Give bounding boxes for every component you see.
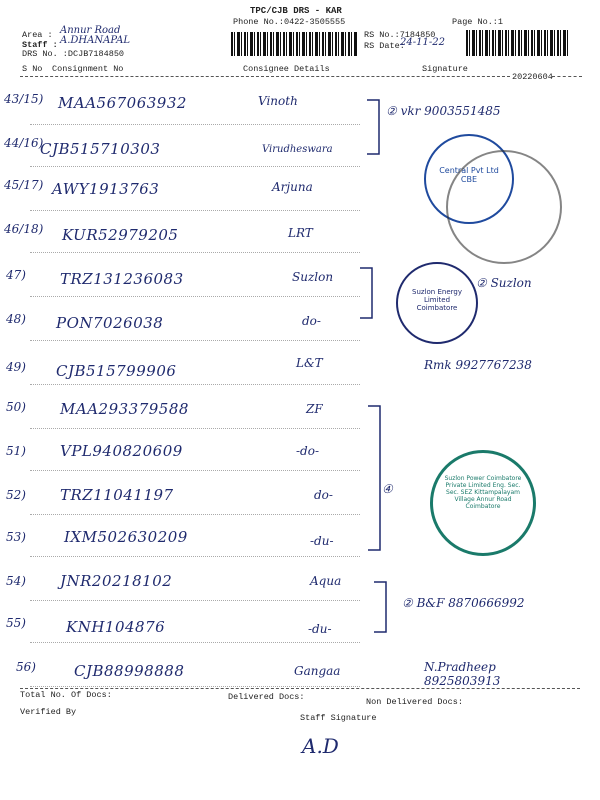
signature-single: Rmk 9927767238 <box>424 358 532 372</box>
row-divider <box>30 384 360 385</box>
table-row <box>0 396 600 436</box>
rs-number: RS No.:7184850 <box>364 30 436 40</box>
row-divider <box>30 124 360 125</box>
signature-group-2: ② Suzlon <box>476 276 532 290</box>
row-sno: 45/17) <box>4 178 44 192</box>
row-divider <box>30 296 360 297</box>
row-consignee: ZF <box>306 402 323 416</box>
page-number: Page No.:1 <box>452 17 504 27</box>
stamp-2-text: Suzlon Energy Limited Coimbatore <box>412 288 462 312</box>
row-consignee: do- <box>302 314 321 328</box>
row-sno: 48) <box>6 312 26 326</box>
signature-last: N.Pradheep 8925803913 <box>424 660 501 688</box>
row-sno: 50) <box>6 400 26 414</box>
col-consignee: Consignee Details <box>243 64 330 74</box>
bracket-group-1 <box>365 98 385 158</box>
row-consignment: CJB88998888 <box>74 662 185 680</box>
row-sno: 52) <box>6 488 26 502</box>
row-divider <box>30 642 360 643</box>
verified-by-label: Verified By <box>20 707 77 717</box>
row-sno: 53) <box>6 530 26 544</box>
row-sno: 54) <box>6 574 26 588</box>
row-sno: 51) <box>6 444 26 458</box>
bracket-group-3 <box>366 404 386 554</box>
barcode-image <box>231 32 358 56</box>
row-consignment: JNR20218102 <box>60 572 173 590</box>
barcode-image-2 <box>466 30 570 56</box>
row-consignment: MAA567063932 <box>58 94 187 112</box>
delivered-docs-label: Delivered Docs: <box>228 692 305 702</box>
phone-number: Phone No.:0422-3505555 <box>233 17 346 27</box>
rs-date-label: RS Date: <box>364 41 405 51</box>
row-sno: 55) <box>6 616 26 630</box>
area-label: Area : <box>22 30 53 40</box>
row-consignment: TRZ131236083 <box>60 270 184 288</box>
rs-date-value: 24-11-22 <box>400 37 445 48</box>
drs-number: DRS No. :DCJB7184850 <box>22 49 125 59</box>
col-signature: Signature <box>422 64 468 74</box>
signature-group-1: ② vkr 9003551485 <box>386 104 501 118</box>
row-sno: 46/18) <box>4 222 44 236</box>
staff-label: Staff : <box>22 40 58 50</box>
area-value: Annur Road <box>60 25 121 36</box>
company-stamp-3 <box>430 450 536 556</box>
company-stamp-2 <box>396 262 478 344</box>
table-row <box>0 88 600 128</box>
row-sno: 44/16) <box>4 136 44 150</box>
row-consignee: Aqua <box>310 574 342 588</box>
row-divider <box>30 514 360 515</box>
signature-group-3: ④ <box>382 482 393 496</box>
row-consignee: -du- <box>308 622 332 636</box>
staff-signature: A.D <box>302 734 339 758</box>
row-consignee: -do- <box>296 444 320 458</box>
col-sno: S No <box>22 64 43 74</box>
row-consignee: L&T <box>296 356 323 370</box>
footer-divider <box>20 688 580 689</box>
row-consignee: do- <box>314 488 333 502</box>
form-title: TPC/CJB DRS - KAR <box>250 6 342 16</box>
stamp-1-text: Central Pvt Ltd CBE <box>439 166 499 184</box>
row-consignment: AWY1913763 <box>52 180 160 198</box>
row-consignment: TRZ11041197 <box>60 486 174 504</box>
staff-value: A.DHANAPAL <box>60 35 131 46</box>
row-consignee: LRT <box>288 226 313 240</box>
row-consignee: Suzlon <box>292 270 334 284</box>
form-code: 20220604 <box>512 72 553 82</box>
row-consignment: CJB515799906 <box>56 362 177 380</box>
row-sno: 49) <box>6 360 26 374</box>
row-divider <box>30 210 360 211</box>
row-divider <box>30 340 360 341</box>
signature-group-4: ② B&F 8870666992 <box>402 596 525 610</box>
row-divider <box>30 252 360 253</box>
row-consignment: IXM502630209 <box>64 528 188 546</box>
row-divider <box>30 686 360 687</box>
non-delivered-docs-label: Non Delivered Docs: <box>366 697 463 707</box>
row-sno: 56) <box>16 660 36 674</box>
row-divider <box>30 428 360 429</box>
row-sno: 47) <box>6 268 26 282</box>
row-divider <box>30 556 360 557</box>
company-stamp-1b <box>446 150 562 264</box>
row-consignee: Arjuna <box>272 180 313 194</box>
row-consignee: -du- <box>310 534 334 548</box>
bracket-group-4 <box>372 580 392 636</box>
row-consignee: Virudheswara <box>262 144 333 155</box>
header-divider <box>20 76 510 77</box>
row-consignment: KUR52979205 <box>62 226 179 244</box>
row-consignment: KNH104876 <box>66 618 166 636</box>
table-row <box>0 612 600 652</box>
row-sno: 43/15) <box>4 92 44 106</box>
row-consignment: MAA293379588 <box>60 400 189 418</box>
bracket-group-2 <box>358 266 378 322</box>
row-consignment: CJB515710303 <box>40 140 161 158</box>
stamp-3-text: Suzlon Power Coimbatore Private Limited Eng. Sec. Sec. SEZ Kittampalayam Village Annur Road Coimbatore <box>444 475 522 510</box>
col-consignment: Consignment No <box>52 64 124 74</box>
row-consignment: PON7026038 <box>56 314 164 332</box>
total-docs-label: Total No. Of Docs: <box>20 690 112 700</box>
staff-signature-label: Staff Signature <box>300 713 377 723</box>
row-divider <box>30 166 360 167</box>
header-divider-end <box>552 76 582 77</box>
row-consignee: Gangaa <box>294 664 341 678</box>
row-divider <box>30 600 360 601</box>
row-consignee: Vinoth <box>258 94 298 108</box>
row-consignment: VPL940820609 <box>60 442 183 460</box>
row-divider <box>30 470 360 471</box>
